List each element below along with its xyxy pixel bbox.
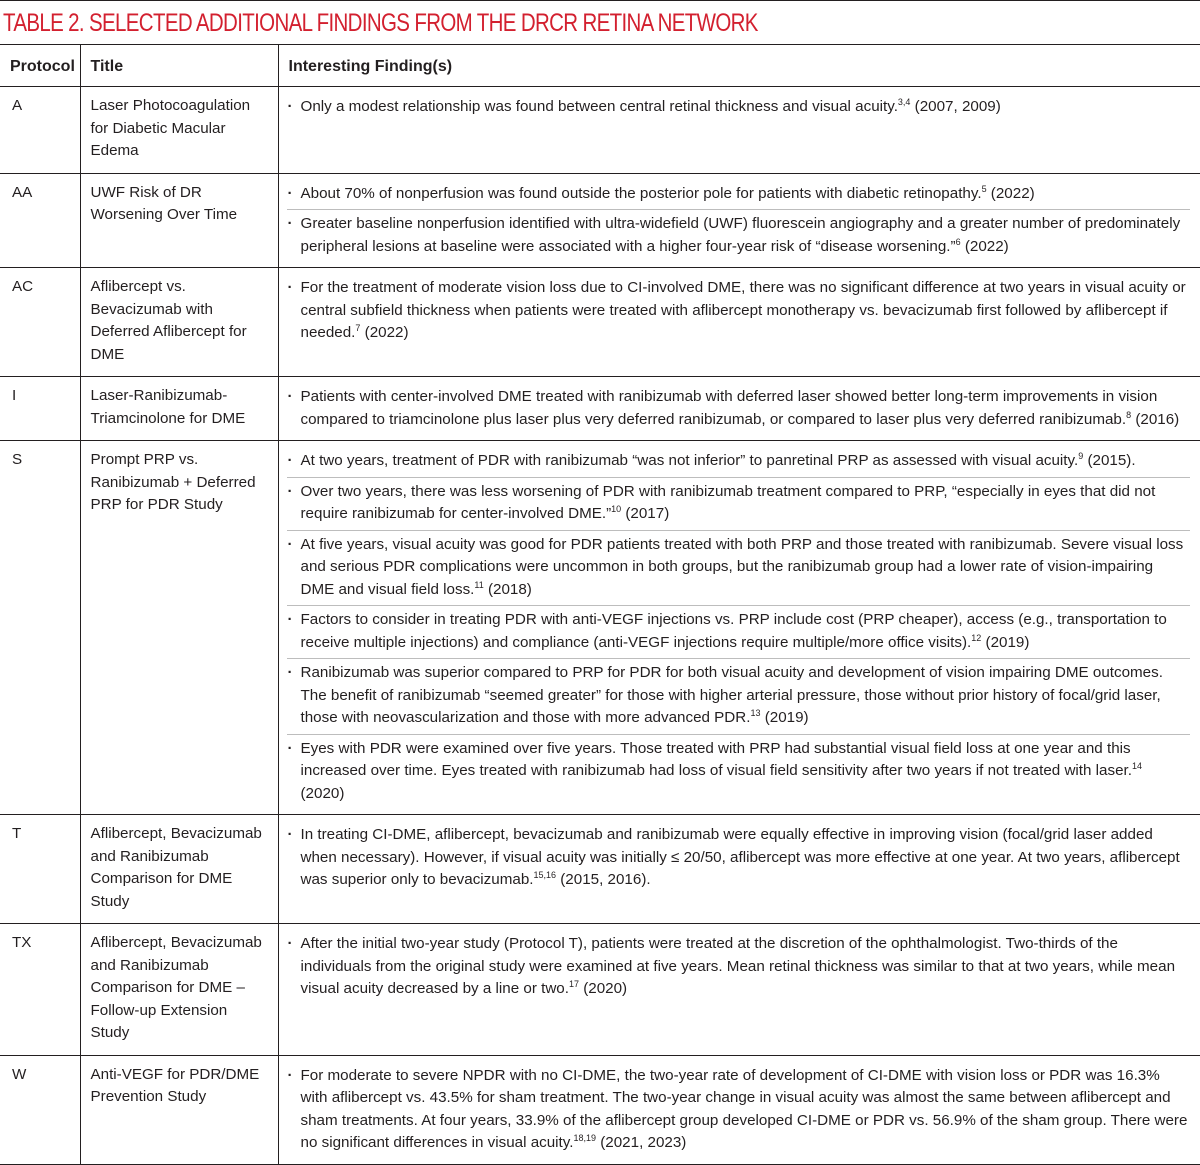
findings-cell — [278, 924, 1200, 1056]
finding-text: After the initial two-year study (Protocol T), patients were treated at the discretion of the ophthalmologist. Two-thirds of the individuals from the original study were examined at five years. Mean retinal thickness was similar to that at two years, while mean visual acuity decreased by a line or two. — [300, 935, 1176, 997]
finding-year: (2022) — [960, 237, 1009, 255]
finding-year: (2022) — [360, 324, 409, 341]
protocol-cell: S — [0, 441, 80, 815]
findings-cell — [278, 1055, 1200, 1164]
finding-item — [287, 930, 1191, 1002]
finding-year: (2016) — [1131, 410, 1180, 428]
title-cell: UWF Risk of DR Worsening Over Time — [80, 173, 278, 268]
finding-year: (2018) — [483, 580, 532, 598]
finding-year: (2015, 2016). — [556, 871, 651, 888]
bullet-icon — [288, 213, 298, 236]
finding-year: (2020) — [300, 784, 345, 802]
finding-item — [287, 606, 1191, 659]
protocol-cell: A — [0, 87, 80, 174]
findings-cell — [278, 377, 1200, 441]
findings-table — [0, 44, 1200, 1165]
finding-item — [287, 1062, 1191, 1156]
bullet-icon — [288, 1065, 298, 1088]
table-row — [0, 924, 1200, 1056]
finding-year: (2007, 2009) — [910, 98, 1001, 115]
header-title: Title — [80, 45, 278, 87]
bullet-icon — [288, 183, 298, 206]
table-row — [0, 87, 1200, 174]
findings-cell — [278, 173, 1200, 268]
reference-superscript: 3,4 — [897, 96, 911, 107]
bullet-icon — [288, 662, 298, 685]
bullet-icon — [288, 738, 298, 761]
finding-text: Only a modest relationship was found between central retinal thickness and visual acuity. — [300, 98, 898, 115]
bullet-icon — [288, 824, 298, 847]
bullet-icon — [288, 534, 298, 557]
table-title: TABLE 2. SELECTED ADDITIONAL FINDINGS FROM THE DRCR RETINA NETWORK — [0, 0, 1200, 44]
finding-item — [287, 478, 1191, 531]
table-row — [0, 1055, 1200, 1164]
protocol-cell: AA — [0, 173, 80, 268]
finding-text: At two years, treatment of PDR with ranibizumab “was not inferior” to panretinal PRP as assessed with visual acuity. — [300, 452, 1079, 469]
finding-item — [287, 274, 1191, 346]
finding-text: In treating CI-DME, aflibercept, bevacizumab and ranibizumab were equally effective in improving vision (focal/grid laser added when necessary). However, if visual acuity was initially ≤ 20/50, aflibercept was more effective at one year. At two years, aflibercept was superior only to bevacizumab. — [300, 826, 1180, 888]
finding-text: For the treatment of moderate vision loss due to CI-involved DME, there was no significant difference at two years in visual acuity or central subfield thickness when patients were treated with aflibercept monotherapy vs. bevacizumab first followed by aflibercept if needed. — [300, 279, 1186, 341]
finding-item — [287, 659, 1191, 735]
table-header — [0, 45, 1200, 87]
protocol-cell: AC — [0, 268, 80, 377]
reference-superscript: 11 — [474, 579, 484, 590]
protocol-cell: W — [0, 1055, 80, 1164]
reference-superscript: 17 — [568, 978, 579, 989]
bullet-icon — [288, 933, 298, 956]
finding-item — [287, 383, 1191, 432]
header-findings: Interesting Finding(s) — [278, 45, 1200, 87]
title-cell: Prompt PRP vs. Ranibizumab + Deferred PRP for PDR Study — [80, 441, 278, 815]
finding-year: (2019) — [981, 633, 1030, 651]
finding-item — [287, 93, 1191, 120]
title-cell: Aflibercept, Bevacizumab and Ranibizumab Comparison for DME Study — [80, 815, 278, 924]
reference-superscript: 15,16 — [533, 869, 557, 880]
findings-cell — [278, 815, 1200, 924]
bullet-icon — [288, 96, 298, 119]
reference-superscript: 18,19 — [573, 1132, 596, 1143]
finding-year: (2022) — [986, 184, 1035, 202]
reference-superscript: 5 — [981, 183, 987, 194]
reference-superscript: 13 — [750, 707, 761, 718]
header-protocol: Protocol — [0, 45, 80, 87]
reference-superscript: 12 — [971, 632, 982, 643]
bullet-icon — [288, 277, 298, 300]
findings-cell — [278, 441, 1200, 815]
bullet-icon — [288, 481, 298, 504]
finding-year: (2020) — [578, 980, 628, 997]
bullet-icon — [288, 450, 298, 473]
finding-text: About 70% of nonperfusion was found outside the posterior pole for patients with diabetic retinopathy. — [300, 184, 982, 202]
title-cell: Laser Photocoagulation for Diabetic Macular Edema — [80, 87, 278, 174]
finding-year: (2015). — [1083, 452, 1136, 469]
finding-item — [287, 821, 1191, 893]
finding-item — [287, 735, 1191, 807]
title-cell: Laser-Ranibizumab-Triamcinolone for DME — [80, 377, 278, 441]
table-row — [0, 268, 1200, 377]
finding-year: (2019) — [760, 709, 809, 726]
title-cell: Anti-VEGF for PDR/DME Prevention Study — [80, 1055, 278, 1164]
table-row — [0, 815, 1200, 924]
finding-text: Patients with center-involved DME treated with ranibizumab with deferred laser showed better long-term improvements in vision compared to triamcinolone plus laser plus very deferred ranibizumab, or compared to laser plus very deferred ranibizumab. — [300, 388, 1158, 428]
reference-superscript: 8 — [1126, 409, 1132, 420]
finding-item — [287, 180, 1191, 211]
title-cell: Aflibercept vs. Bevacizumab with Deferred Aflibercept for DME — [80, 268, 278, 377]
reference-superscript: 6 — [955, 236, 961, 247]
finding-text: For moderate to severe NPDR with no CI-DME, the two-year rate of development of CI-DME with vision loss or PDR was 16.3% with aflibercept vs. 43.5% for sham treatment. The two-year change in visual acuity was almost the same between aflibercept and sham treatments. At four years, 33.9% of the aflibercept group developed CI-DME or PDR vs. 56.9% of the sham group. There were no significant differences in visual acuity. — [300, 1066, 1188, 1151]
title-cell: Aflibercept, Bevacizumab and Ranibizumab Comparison for DME – Follow-up Extension Study — [80, 924, 278, 1056]
findings-cell — [278, 268, 1200, 377]
protocol-cell: I — [0, 377, 80, 441]
finding-text: Eyes with PDR were examined over five years. Those treated with PRP had substantial visual field loss at one year and this increased over time. Eyes treated with ranibizumab had loss of visual field sensitivity after two years if not treated with laser. — [300, 739, 1132, 779]
table-body — [0, 87, 1200, 1165]
reference-superscript: 14 — [1131, 760, 1142, 771]
finding-text: Factors to consider in treating PDR with anti-VEGF injections vs. PRP include cost (PRP cheaper), access (e.g., transportation to receive multiple injections) and compliance (anti-VEGF injections require multiple/more office visits). — [300, 611, 1167, 651]
table-row — [0, 377, 1200, 441]
bullet-icon — [288, 609, 298, 632]
finding-text: Ranibizumab was superior compared to PRP for PDR for both visual acuity and development of vision impairing DME outcomes. The benefit of ranibizumab “seemed greater” for those with higher arterial pressure, those without prior history of focal/grid laser, those with neovascularization and those with more advanced PDR. — [300, 664, 1163, 726]
finding-text: At five years, visual acuity was good for PDR patients treated with both PRP and those treated with ranibizumab. Severe visual loss and serious PDR complications were uncommon in both groups, but the ranibizumab group had a lower rate of vision-impairing DME and visual field loss. — [300, 535, 1184, 598]
table-row — [0, 441, 1200, 815]
finding-item — [287, 210, 1191, 259]
finding-text: Over two years, there was less worsening of PDR with ranibizumab treatment compared to PRP, “especially in eyes that did not require ranibizumab for center-involved DME.” — [300, 482, 1156, 522]
reference-superscript: 10 — [611, 503, 622, 514]
protocol-cell: TX — [0, 924, 80, 1056]
finding-item — [287, 447, 1191, 478]
finding-year: (2017) — [621, 505, 670, 522]
table-row — [0, 173, 1200, 268]
finding-text: Greater baseline nonperfusion identified with ultra-widefield (UWF) fluorescein angiography and a greater number of predominately peripheral lesions at baseline were associated with a higher four-year risk of “disease worsening.” — [300, 215, 1181, 255]
finding-year: (2021, 2023) — [596, 1134, 687, 1151]
findings-cell — [278, 87, 1200, 174]
reference-superscript: 9 — [1078, 450, 1084, 461]
finding-item — [287, 531, 1191, 607]
reference-superscript: 7 — [355, 322, 361, 333]
bullet-icon — [288, 386, 298, 409]
protocol-cell: T — [0, 815, 80, 924]
